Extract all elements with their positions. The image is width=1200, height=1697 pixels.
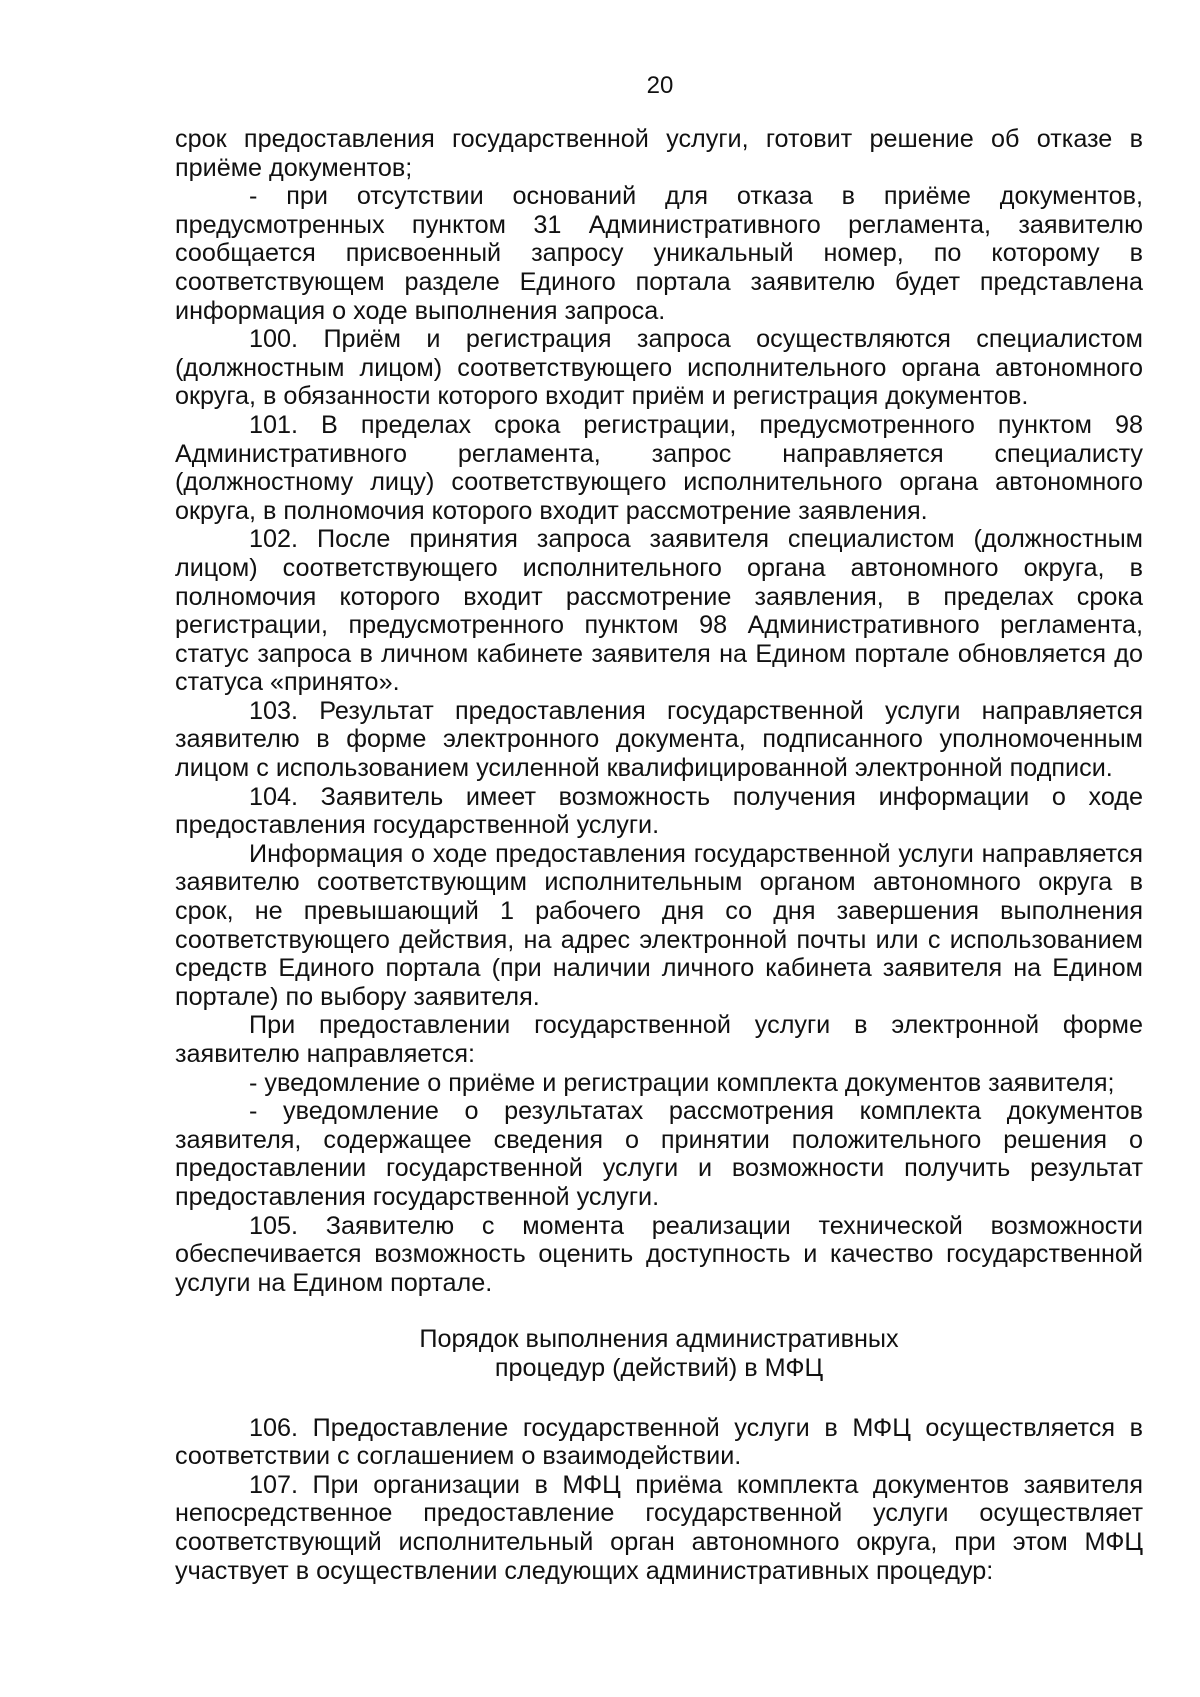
paragraph: 105. Заявителю с момента реализации технической возможности обеспечивается возможность оценить доступность и качество государственной услуги на Едином портале. bbox=[175, 1211, 1143, 1297]
paragraph: 107. При организации в МФЦ приёма комплекта документов заявителя непосредственное предоставление государственной услуги осуществляет соответствующий исполнительный орган автономного округа, при этом МФЦ участвует в осуществлении следующих административных процедур: bbox=[175, 1470, 1143, 1585]
paragraphs-after bbox=[175, 1414, 1143, 1586]
paragraph: При предоставлении государственной услуги в электронной форме заявителю направляется: bbox=[175, 1011, 1143, 1068]
paragraph: 102. После принятия запроса заявителя специалистом (должностным лицом) соответствующего исполнительного органа автономного округа, в полномочия которого входит рассмотрение заявления, в пределах срока регистрации, предусмотренного пунктом 98 Административного регламента, статус запроса в личном кабинете заявителя на Едином портале обновляется до статуса «принято». bbox=[175, 525, 1143, 697]
section-heading-line-1: Порядок выполнения административных bbox=[419, 1325, 899, 1354]
paragraph: 106. Предоставление государственной услуги в МФЦ осуществляется в соответствии с соглашением о взаимодействии. bbox=[175, 1413, 1143, 1471]
paragraph: 101. В пределах срока регистрации, предусмотренного пунктом 98 Административного регламента, запрос направляется специалисту (должностному лицу) соответствующего исполнительного органа автономного округа, в полномочия которого входит рассмотрение заявления. bbox=[175, 410, 1143, 525]
page-number: 20 bbox=[646, 72, 674, 99]
paragraph: - при отсутствии оснований для отказа в приёме документов, предусмотренных пунктом 31 Административного регламента, заявителю сообщается присвоенный запросу уникальный номер, по которому в соответствующем разделе Единого портала заявителю будет представлена информация о ходе выполнения запроса. bbox=[175, 182, 1143, 325]
paragraph: срок предоставления государственной услуги, готовит решение об отказе в приёме документов; bbox=[175, 125, 1143, 182]
document-body bbox=[175, 125, 1143, 1585]
paragraph: 100. Приём и регистрация запроса осуществляются специалистом (должностным лицом) соответствующего исполнительного органа автономного округа, в обязанности которого входит приём и регистрация документов. bbox=[175, 325, 1143, 411]
paragraph: Информация о ходе предоставления государственной услуги направляется заявителю соответствующим исполнительным органом автономного округа в срок, не превышающий 1 рабочего дня со дня завершения выполнения соответствующего действия, на адрес электронной почты или с использованием средств Единого портала (при наличии личного кабинета заявителя на Едином портале) по выбору заявителя. bbox=[175, 839, 1143, 1011]
section-heading-line-2: процедур (действий) в МФЦ bbox=[494, 1353, 824, 1382]
paragraphs-before bbox=[175, 125, 1143, 1297]
paragraph: 104. Заявитель имеет возможность получения информации о ходе предоставления государственной услуги. bbox=[175, 782, 1143, 840]
paragraph: - уведомление о приёме и регистрации комплекта документов заявителя; bbox=[249, 1068, 1115, 1097]
paragraph: 103. Результат предоставления государственной услуги направляется заявителю в форме электронного документа, подписанного уполномоченным лицом с использованием усиленной квалифицированной электронной подписи. bbox=[175, 696, 1143, 783]
paragraph: - уведомление о результатах рассмотрения комплекта документов заявителя, содержащее сведения о принятии положительного решения о предоставлении государственной услуги и возможности получить результат предоставления государственной услуги. bbox=[175, 1097, 1143, 1211]
section-heading bbox=[175, 1325, 1143, 1382]
